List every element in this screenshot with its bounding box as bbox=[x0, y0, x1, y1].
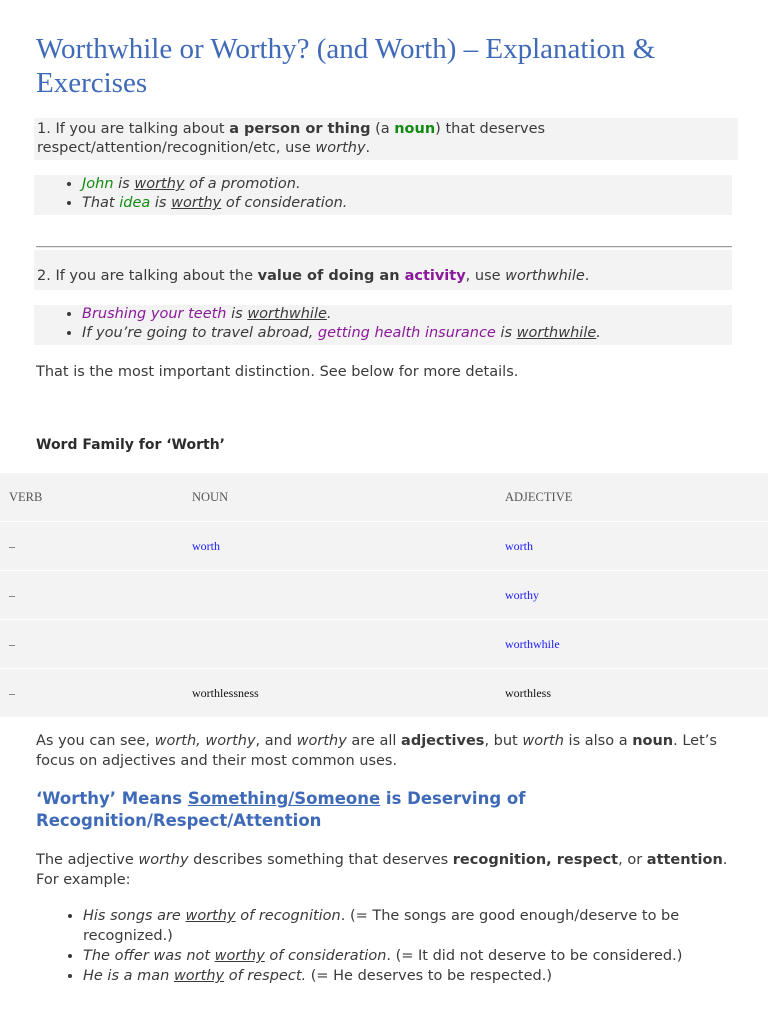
summary-text: , but bbox=[484, 733, 523, 749]
example-pre: The offer was not bbox=[83, 948, 215, 964]
summary-text: are all bbox=[346, 733, 402, 749]
rule-2-activity: activity bbox=[404, 268, 466, 284]
example-pre: His songs are bbox=[83, 908, 186, 924]
divider bbox=[36, 246, 732, 248]
rule-2-box bbox=[34, 250, 732, 290]
list-item bbox=[82, 194, 732, 213]
rule-1-box bbox=[34, 118, 738, 160]
table-header-row bbox=[0, 473, 768, 522]
example-rest: of respect. bbox=[224, 968, 307, 984]
intro-word: worthy bbox=[138, 852, 189, 868]
table-cell: – bbox=[0, 571, 183, 620]
example-subject: John bbox=[82, 176, 114, 192]
example-word: worthy bbox=[185, 908, 236, 924]
table-cell: – bbox=[0, 620, 183, 669]
rule-1-text: 1. If you are talking about bbox=[37, 121, 230, 137]
table-row bbox=[0, 571, 768, 620]
example-word: worthwhile bbox=[516, 325, 597, 341]
example-note: (= He deserves to be respected.) bbox=[306, 968, 553, 984]
example-word: worthwhile bbox=[247, 306, 327, 322]
distinction-text: That is the most important distinction. See below for more details. bbox=[36, 364, 519, 380]
rule-2-bold: value of doing an bbox=[257, 268, 405, 284]
example-rest: of a promotion. bbox=[184, 176, 301, 192]
section-intro bbox=[36, 850, 736, 890]
rule-1-end: . bbox=[365, 140, 371, 156]
summary-text: is also a bbox=[563, 733, 633, 749]
summary-word: worth bbox=[522, 733, 564, 749]
rule-2-word: worthwhile bbox=[505, 268, 585, 284]
examples-1-box bbox=[34, 175, 732, 215]
list-item bbox=[82, 324, 732, 343]
example-pre: That bbox=[82, 195, 120, 211]
table-cell: worthlessness bbox=[192, 685, 259, 700]
intro-text: , or bbox=[618, 852, 647, 868]
word-family-table bbox=[0, 473, 768, 717]
example-end: . bbox=[596, 325, 601, 341]
word-family-title: Word Family for ‘Worth’ bbox=[36, 437, 225, 453]
summary-paragraph bbox=[36, 731, 736, 771]
list-item bbox=[82, 175, 732, 194]
rule-1-bold: a person or thing bbox=[229, 121, 371, 137]
table-row bbox=[0, 620, 768, 669]
example-word: worthy bbox=[171, 195, 222, 211]
table-header: NOUN bbox=[183, 473, 496, 522]
page-title: Worthwhile or Worthy? (and Worth) – Explanation & Exercises bbox=[36, 33, 656, 99]
rule-1-mid: (a bbox=[370, 121, 395, 137]
example-subject: idea bbox=[119, 195, 151, 211]
summary-bold: adjectives bbox=[401, 733, 485, 749]
summary-text: . Let’s focus on adjectives and their most common uses. bbox=[36, 733, 717, 769]
example-pre: He is a man bbox=[83, 968, 174, 984]
example-subject: getting health insurance bbox=[317, 325, 496, 341]
table-cell-link[interactable]: worth bbox=[183, 522, 496, 571]
summary-text: , and bbox=[255, 733, 297, 749]
rule-2-suffix: , use bbox=[465, 268, 506, 284]
table-header: ADJECTIVE bbox=[496, 473, 768, 522]
example-note: . (= The songs are good enough/deserve to be recognized.) bbox=[83, 908, 680, 944]
example-note: . (= It did not deserve to be considered.) bbox=[386, 948, 683, 964]
table-cell bbox=[183, 620, 496, 669]
heading-text: ‘Worthy’ Means bbox=[36, 789, 188, 808]
rule-1-suffix: ) that deserves respect/attention/recognition/etc, use bbox=[37, 121, 546, 156]
example-word: worthy bbox=[214, 948, 265, 964]
table-cell: – bbox=[9, 685, 15, 700]
list-item bbox=[83, 946, 734, 966]
example-word: worthy bbox=[173, 968, 225, 984]
table-row bbox=[0, 522, 768, 571]
table-header: VERB bbox=[0, 473, 183, 522]
example-rest: of consideration bbox=[264, 948, 387, 964]
table-row bbox=[0, 669, 768, 718]
example-end: . bbox=[326, 306, 332, 322]
table-cell-link[interactable]: worthwhile bbox=[496, 620, 768, 669]
list-item bbox=[83, 966, 734, 986]
heading-text: is Deserving of Recognition/Respect/Attention bbox=[36, 789, 526, 830]
summary-bold: noun bbox=[632, 733, 674, 749]
example-verb: is bbox=[150, 195, 172, 211]
rule-2-text: 2. If you are talking about the bbox=[37, 268, 258, 284]
rule-1-noun: noun bbox=[394, 121, 436, 137]
intro-text: . For example: bbox=[36, 852, 728, 888]
example-rest: of consideration. bbox=[221, 195, 348, 211]
examples-3-list bbox=[34, 906, 734, 986]
example-verb: is bbox=[113, 176, 135, 192]
summary-text: As you can see, bbox=[36, 733, 155, 749]
intro-bold: attention bbox=[646, 852, 723, 868]
section-heading bbox=[36, 788, 736, 832]
heading-underlined: Something/Someone bbox=[187, 789, 381, 808]
list-item bbox=[83, 906, 734, 946]
example-verb: is bbox=[226, 306, 248, 322]
example-word: worthy bbox=[134, 176, 185, 192]
example-verb: is bbox=[495, 325, 517, 341]
example-pre: If you’re going to travel abroad, bbox=[82, 325, 318, 341]
intro-text: describes something that deserves bbox=[188, 852, 453, 868]
summary-word: worth, worthy bbox=[154, 733, 256, 749]
rule-2-end: . bbox=[584, 268, 590, 284]
intro-bold: recognition, respect bbox=[452, 852, 619, 868]
summary-word: worthy bbox=[296, 733, 347, 749]
example-rest: of recognition bbox=[235, 908, 341, 924]
rule-1-word: worthy bbox=[315, 140, 366, 156]
table-cell-link[interactable]: worthy bbox=[496, 571, 768, 620]
intro-text: The adjective bbox=[36, 852, 139, 868]
table-cell: worthless bbox=[505, 685, 551, 700]
table-cell-link[interactable]: worth bbox=[496, 522, 768, 571]
list-item bbox=[82, 305, 732, 324]
table-cell bbox=[183, 571, 496, 620]
examples-2-box bbox=[34, 305, 732, 345]
table-cell: – bbox=[0, 522, 183, 571]
example-subject: Brushing your teeth bbox=[82, 306, 227, 322]
